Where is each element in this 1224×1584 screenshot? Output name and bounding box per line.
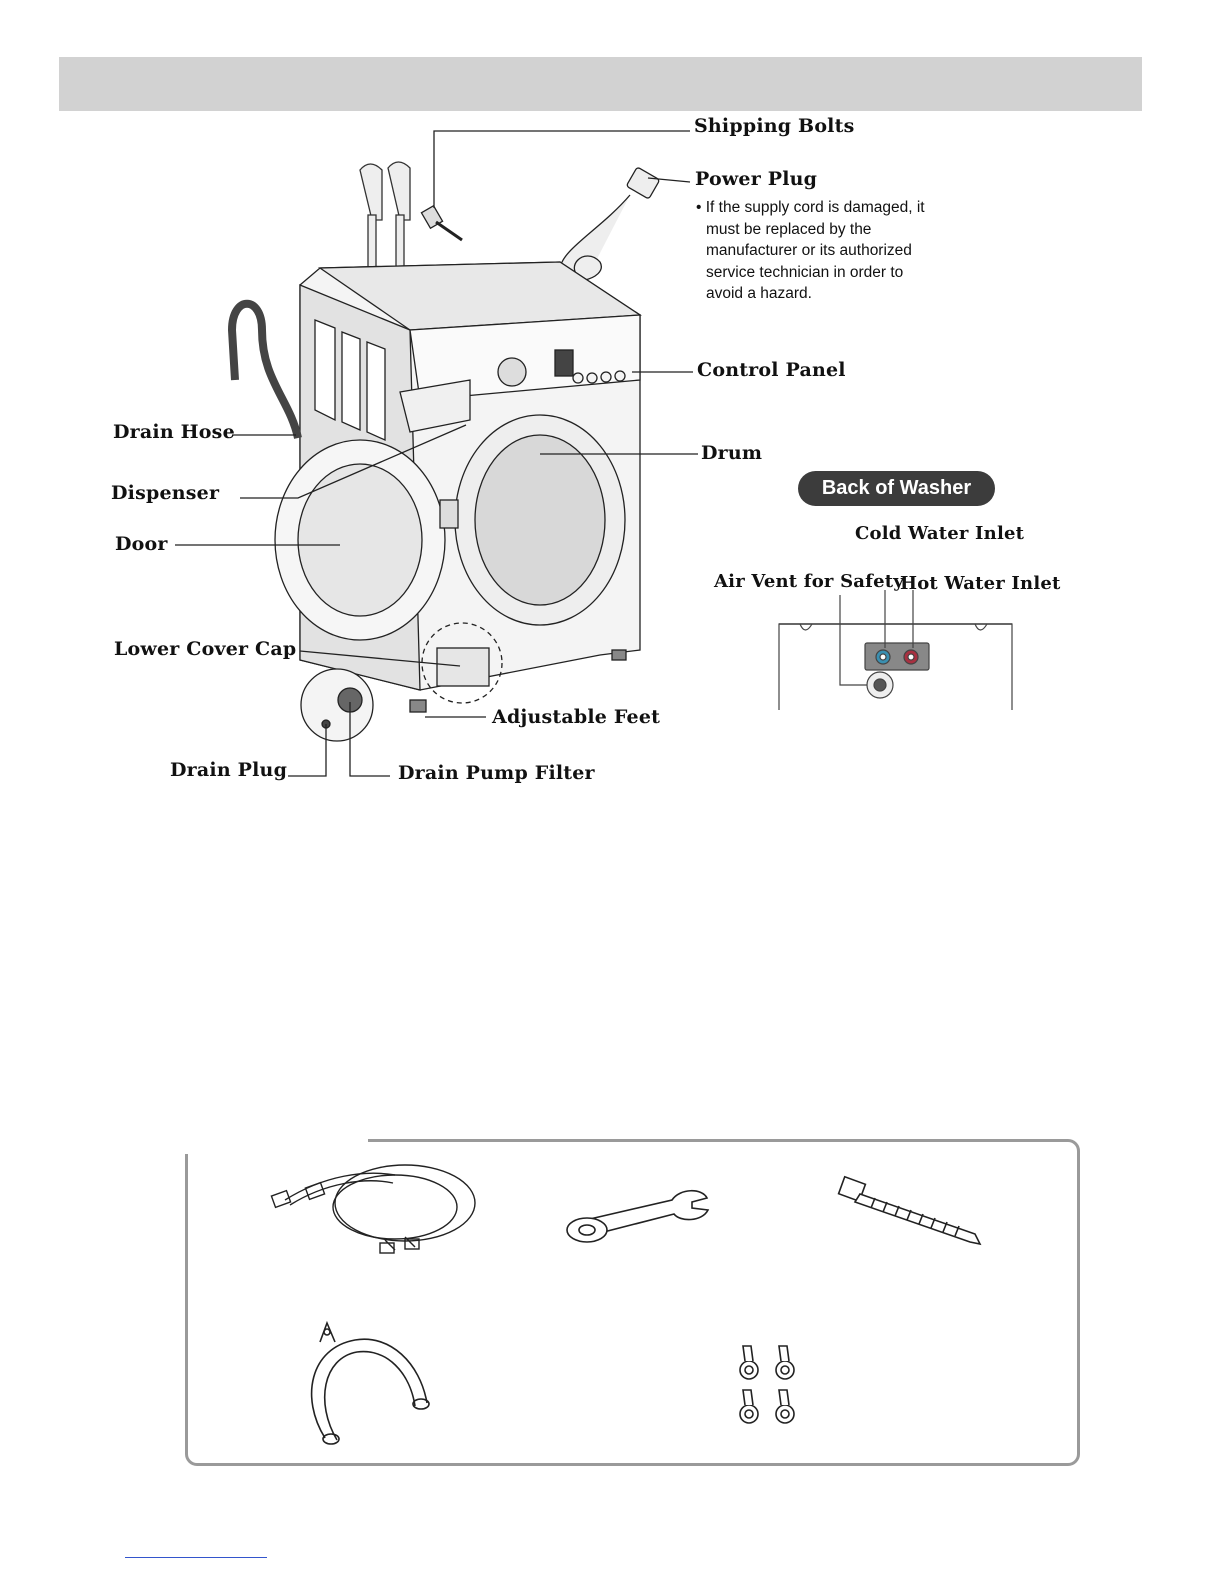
water-taps [360,162,410,275]
label-drain-hose: Drain Hose [113,421,235,443]
label-door: Door [115,533,168,555]
label-air-vent: Air Vent for Safety [714,571,904,592]
spanner-icon [562,1180,712,1250]
shipping-bolt-illustration [421,206,462,240]
label-power-plug: Power Plug [695,168,818,190]
power-plug-illustration [560,167,660,282]
label-drain-pump-filter: Drain Pump Filter [398,762,595,784]
drain-hose-illustration [232,304,298,438]
back-of-washer-badge: Back of Washer [798,471,995,506]
label-control-panel: Control Panel [697,359,846,381]
shipping-bolt-icon [835,1172,990,1252]
accessories-box-tab-gap [182,1134,368,1154]
label-drum: Drum [701,442,763,464]
label-shipping-bolts: Shipping Bolts [694,115,855,137]
label-drain-plug: Drain Plug [170,759,288,781]
label-lower-cover-cap: Lower Cover Cap [114,638,297,660]
label-hot-water-inlet: Hot Water Inlet [900,573,1061,594]
power-plug-note: • If the supply cord is damaged, it must be replaced by the manufacturer or its authorized service technician in order to avoid a hazard. [696,199,925,303]
footer-rule [125,1557,267,1558]
inlet-hoses-icon [265,1155,485,1265]
label-adjustable-feet: Adjustable Feet [492,706,661,728]
label-dispenser: Dispenser [111,482,220,504]
back-of-washer-illustration [770,590,1030,720]
label-cold-water-inlet: Cold Water Inlet [855,523,1025,544]
drain-hose-elbow-icon [295,1318,440,1448]
hose-clamps-icon [733,1340,803,1430]
washer-body [275,262,640,741]
